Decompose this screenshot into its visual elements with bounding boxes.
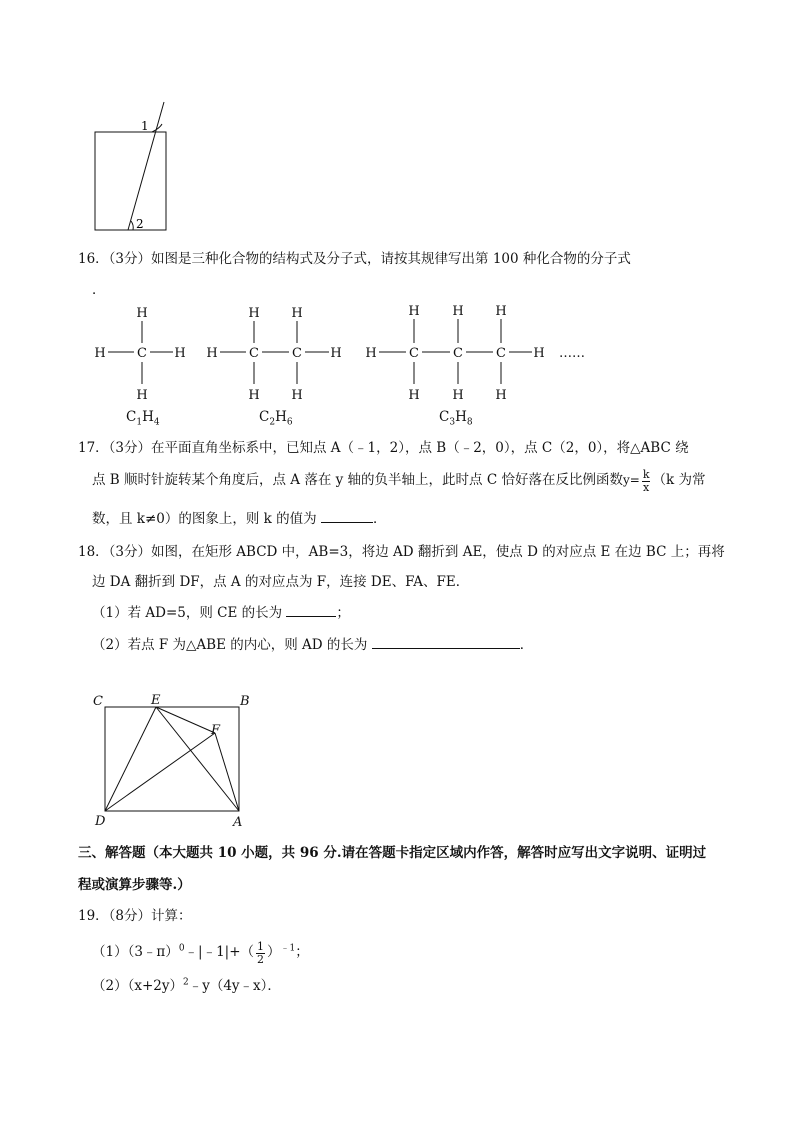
atom-c: C xyxy=(137,346,147,361)
atom-h: H xyxy=(533,346,545,361)
atom-h: H xyxy=(365,346,377,361)
label-b: B xyxy=(240,694,250,709)
atom-c: C xyxy=(453,346,463,361)
atom-c: C xyxy=(496,346,506,361)
section3-heading-line1: 三、解答题（本大题共 10 小题，共 96 分.请在答题卡指定区域内作答，解答时应写出文字说明、证明过 xyxy=(78,845,707,861)
q19-part2: $(2)(x+2y)^2﹣y(4y﹣x)$． xyxy=(92,977,281,994)
answer-blank[interactable] xyxy=(286,604,336,617)
label-a: A xyxy=(233,815,243,830)
q17-line2: 点 B 顺时针旋转某个角度后，点 A 落在 y 轴的负半轴上，此时点 C 恰好落在反比例函数y= $\frac{k}{x}$ （k 为常 xyxy=(92,467,706,494)
atom-h: H xyxy=(248,388,260,403)
formula-c3h8: $C_3H_8$ xyxy=(439,409,473,428)
fraction-one-half: $\frac{1}{2}$ xyxy=(257,939,265,966)
segment-fe xyxy=(156,707,215,733)
angle-figure-rectangle xyxy=(95,132,166,230)
angle-2-arc xyxy=(131,221,133,230)
atom-h: H xyxy=(408,388,420,403)
ellipsis: …… xyxy=(559,346,585,361)
q17-line1: 17．（3分）在平面直角坐标系中，已知点 A（﹣1，2），点 B（﹣2，0），点 C（2，0），将△ABC 绕 xyxy=(78,440,689,456)
label-d: D xyxy=(95,814,106,829)
atom-c: C xyxy=(249,346,259,361)
segment-ea xyxy=(156,707,239,811)
fraction-k-over-x: $\frac{k}{x}$ xyxy=(642,467,650,494)
angle-figure xyxy=(90,98,180,236)
atom-h: H xyxy=(408,304,420,319)
q18-sub1: （1）若 AD=5，则 CE 的长为 ； xyxy=(92,605,350,621)
q16-text-line2: ． xyxy=(92,282,106,298)
segment-de xyxy=(105,707,156,811)
atom-h: H xyxy=(495,388,507,403)
angle-1-label: 1 xyxy=(141,119,149,133)
answer-blank[interactable] xyxy=(372,636,520,649)
atom-h: H xyxy=(94,346,106,361)
q16-text: 16．（3分）如图是三种化合物的结构式及分子式，请按其规律写出第 100 种化合物的分子式 xyxy=(78,251,631,267)
atom-h: H xyxy=(291,388,303,403)
atom-c: C xyxy=(409,346,419,361)
q18-sub2: （2）若点 F 为△ABE 的内心，则 AD 的长为 ． xyxy=(92,637,534,653)
atom-h: H xyxy=(495,304,507,319)
atom-h: H xyxy=(248,306,260,321)
answer-blank[interactable] xyxy=(321,510,373,523)
angle-2-label: 2 xyxy=(136,217,144,231)
rectangle-abcd-figure xyxy=(88,688,258,833)
q19-title: 19．（8分）计算： xyxy=(78,908,192,924)
segment-df xyxy=(105,733,215,811)
atom-h: H xyxy=(452,304,464,319)
atom-h: H xyxy=(136,306,148,321)
atom-h: H xyxy=(291,306,303,321)
q19-part1: （1）（3﹣π）$^0$﹣|﹣1|+（ $\frac{1}{2}$ ）$^{﹣1}$； xyxy=(92,939,309,966)
atom-h: H xyxy=(136,388,148,403)
atom-h: H xyxy=(206,346,218,361)
q17-line3: 数，且 k≠0）的图象上，则 k 的值为 ． xyxy=(92,511,387,527)
section3-heading-line2: 程或演算步骤等.） xyxy=(78,877,191,893)
formula-c2h6: $C_2H_6$ xyxy=(259,409,293,428)
q18-line1: 18．（3分）如图，在矩形 ABCD 中，AB=3，将边 AD 翻折到 AE，使点 D 的对应点 E 在边 BC 上；再将 xyxy=(78,544,725,560)
atom-c: C xyxy=(292,346,302,361)
label-c: C xyxy=(93,694,103,709)
atom-h: H xyxy=(330,346,342,361)
q18-line2: 边 DA 翻折到 DF，点 A 的对应点为 F，连接 DE、FA、FE． xyxy=(92,574,470,590)
label-f: F xyxy=(211,723,221,738)
atom-h: H xyxy=(174,346,186,361)
structural-formulas xyxy=(88,300,598,430)
segment-fa xyxy=(215,733,239,811)
label-e: E xyxy=(151,693,161,708)
atom-h: H xyxy=(452,388,464,403)
formula-c1h4: $C_1H_4$ xyxy=(126,409,160,428)
